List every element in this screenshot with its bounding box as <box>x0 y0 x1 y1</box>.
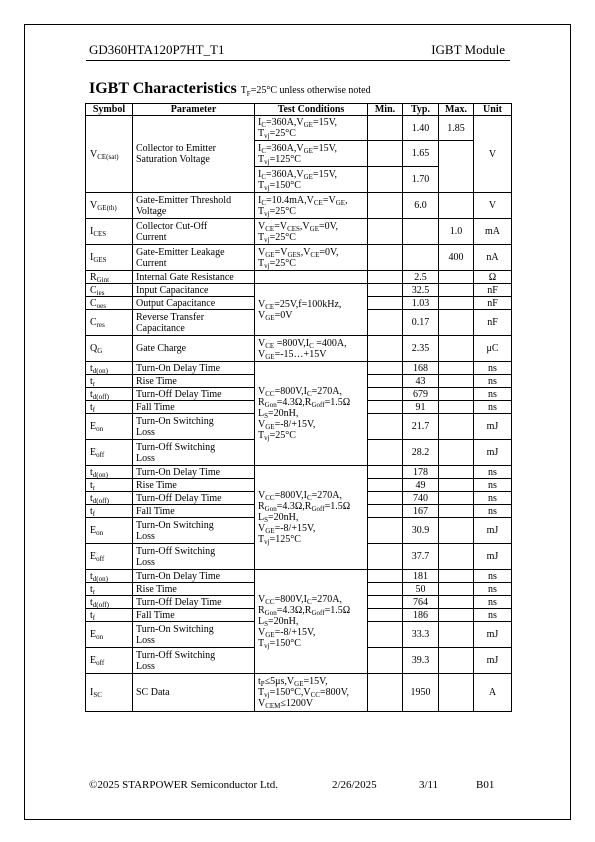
col-parameter: Parameter <box>133 104 255 116</box>
table-row <box>86 362 512 375</box>
unit-cell: mJ <box>474 622 512 648</box>
table-row <box>86 674 512 712</box>
max-cell <box>439 674 474 712</box>
test-condition-cell: $t_P\le 5\mu s,V_{GE}=15V$, $T_{vj}=150^\circ C,V_{CC}=800V$, $V_{CEM}\le 1200V$ <box>255 674 368 712</box>
max-cell <box>439 466 474 479</box>
test-condition-cell: $V_{CC}=800V,I_C=270A$, $R_{Gon}=4.3\Omega,R_{Goff}=1.5\Omega$ $L_S=20nH$, $V_{GE}=-8/+15V$, $T_{vj}=150^\circ C$ <box>255 570 368 674</box>
typ-cell: 49 <box>403 479 439 492</box>
typ-cell: 168 <box>403 362 439 375</box>
parameter-cell: Reverse Transfer Capacitance <box>133 310 255 336</box>
symbol-cell: $E_{off}$ <box>86 544 133 570</box>
unit-cell: ns <box>474 362 512 375</box>
test-condition-cell: $I_C=360A,V_{GE}=15V$, $T_{vj}=25^\circ C$ <box>255 116 368 141</box>
parameter-cell: Rise Time <box>133 583 255 596</box>
typ-cell: 0.17 <box>403 310 439 336</box>
footer-page: 3/11 <box>419 779 439 791</box>
unit-cell: V <box>474 116 512 193</box>
table-row <box>86 570 512 583</box>
min-cell <box>368 414 403 440</box>
col-unit: Unit <box>474 104 512 116</box>
min-cell <box>368 544 403 570</box>
min-cell <box>368 219 403 245</box>
min-cell <box>368 310 403 336</box>
typ-cell: 28.2 <box>403 440 439 466</box>
footer-revision: B01 <box>476 779 495 791</box>
min-cell <box>368 336 403 362</box>
col-test-conditions: Test Conditions <box>255 104 368 116</box>
min-cell <box>368 622 403 648</box>
typ-cell: 6.0 <box>403 193 439 219</box>
symbol-cell: $t_{d(on)}$ <box>86 570 133 583</box>
parameter-cell: Gate-Emitter Leakage Current <box>133 245 255 271</box>
max-cell <box>439 141 474 193</box>
symbol-cell: $I_{SC}$ <box>86 674 133 712</box>
min-cell <box>368 141 403 167</box>
typ-cell: 50 <box>403 583 439 596</box>
table-row <box>86 271 512 284</box>
typ-cell: 1950 <box>403 674 439 712</box>
parameter-cell: Rise Time <box>133 479 255 492</box>
unit-cell: ns <box>474 388 512 401</box>
test-condition-cell: $V_{CC}=800V,I_C=270A$, $R_{Gon}=4.3\Omega,R_{Goff}=1.5\Omega$ $L_S=20nH$, $V_{GE}=-8/+15V$, $T_{vj}=125^\circ C$ <box>255 466 368 570</box>
min-cell <box>368 570 403 583</box>
table-row <box>86 284 512 297</box>
min-cell <box>368 167 403 193</box>
min-cell <box>368 116 403 141</box>
col-max: Max. <box>439 104 474 116</box>
parameter-cell: Input Capacitance <box>133 284 255 297</box>
symbol-cell: $E_{on}$ <box>86 518 133 544</box>
max-cell <box>439 570 474 583</box>
typ-cell: 39.3 <box>403 648 439 674</box>
max-cell <box>439 388 474 401</box>
symbol-cell: $R_{Gint}$ <box>86 271 133 284</box>
unit-cell: μC <box>474 336 512 362</box>
unit-cell: V <box>474 193 512 219</box>
typ-cell: 37.7 <box>403 544 439 570</box>
max-cell <box>439 492 474 505</box>
parameter-cell: Turn-On Delay Time <box>133 362 255 375</box>
parameter-cell: Turn-Off Switching Loss <box>133 648 255 674</box>
parameter-cell: Fall Time <box>133 401 255 414</box>
header-rule <box>86 60 510 61</box>
typ-cell: 21.7 <box>403 414 439 440</box>
unit-cell: ns <box>474 570 512 583</box>
unit-cell: ns <box>474 583 512 596</box>
igbt-characteristics-table <box>85 103 512 712</box>
symbol-cell: $t_{d(on)}$ <box>86 466 133 479</box>
unit-cell: ns <box>474 375 512 388</box>
max-cell <box>439 505 474 518</box>
typ-cell: 178 <box>403 466 439 479</box>
symbol-cell: $E_{off}$ <box>86 648 133 674</box>
section-title <box>89 80 371 98</box>
unit-cell: nA <box>474 245 512 271</box>
symbol-cell: $t_r$ <box>86 583 133 596</box>
col-typ: Typ. <box>403 104 439 116</box>
parameter-cell: Turn-Off Switching Loss <box>133 544 255 570</box>
min-cell <box>368 245 403 271</box>
table-row <box>86 336 512 362</box>
min-cell <box>368 609 403 622</box>
footer-copyright: ©2025 STARPOWER Semiconductor Ltd. <box>89 779 278 791</box>
symbol-cell: $I_{CES}$ <box>86 219 133 245</box>
max-cell <box>439 336 474 362</box>
part-number: GD360HTA120P7HT_T1 <box>89 42 225 57</box>
test-condition-cell: $V_{CE} =800V,I_C =400A$, $V_{GE}=-15\dots+15V$ <box>255 336 368 362</box>
col-min: Min. <box>368 104 403 116</box>
typ-cell: 33.3 <box>403 622 439 648</box>
max-cell <box>439 609 474 622</box>
parameter-cell: Turn-On Delay Time <box>133 570 255 583</box>
typ-cell: 2.5 <box>403 271 439 284</box>
typ-cell: 91 <box>403 401 439 414</box>
min-cell <box>368 466 403 479</box>
min-cell <box>368 596 403 609</box>
min-cell <box>368 284 403 297</box>
typ-cell: 32.5 <box>403 284 439 297</box>
max-cell <box>439 193 474 219</box>
parameter-cell: Turn-On Delay Time <box>133 466 255 479</box>
parameter-cell: Turn-Off Delay Time <box>133 596 255 609</box>
parameter-cell: Fall Time <box>133 609 255 622</box>
parameter-cell: Gate Charge <box>133 336 255 362</box>
unit-cell: mJ <box>474 518 512 544</box>
symbol-cell: $t_r$ <box>86 479 133 492</box>
unit-cell: A <box>474 674 512 712</box>
footer-date: 2/26/2025 <box>332 779 377 791</box>
unit-cell: mA <box>474 219 512 245</box>
unit-cell: mJ <box>474 544 512 570</box>
typ-cell: 1.03 <box>403 297 439 310</box>
max-cell <box>439 310 474 336</box>
section-condition: $T_F=25^\circ C$ unless otherwise noted <box>240 85 371 98</box>
typ-cell: 2.35 <box>403 336 439 362</box>
min-cell <box>368 674 403 712</box>
typ-cell: 43 <box>403 375 439 388</box>
unit-cell: nF <box>474 310 512 336</box>
symbol-cell: $t_f$ <box>86 505 133 518</box>
symbol-cell: $t_{d(off)}$ <box>86 596 133 609</box>
symbol-cell: $Q_G$ <box>86 336 133 362</box>
document-type: IGBT Module <box>431 42 505 57</box>
max-cell <box>439 440 474 466</box>
section-title-text: IGBT Characteristics <box>89 80 237 97</box>
unit-cell: ns <box>474 505 512 518</box>
test-condition-cell: $I_C=360A,V_{GE}=15V$, $T_{vj}=125^\circ C$ <box>255 141 368 167</box>
unit-cell: ns <box>474 479 512 492</box>
min-cell <box>368 440 403 466</box>
symbol-cell: $E_{on}$ <box>86 622 133 648</box>
max-cell <box>439 401 474 414</box>
typ-cell: 679 <box>403 388 439 401</box>
max-cell: 400 <box>439 245 474 271</box>
symbol-cell: $E_{on}$ <box>86 414 133 440</box>
test-condition-cell: $V_{GE}=V_{GES},V_{CE}=0V$, $T_{vj}=25^\circ C$ <box>255 245 368 271</box>
parameter-cell: Output Capacitance <box>133 297 255 310</box>
max-cell: 1.0 <box>439 219 474 245</box>
unit-cell: ns <box>474 492 512 505</box>
symbol-cell: $V_{CE(sat)}$ <box>86 116 133 193</box>
parameter-cell: Collector to Emitter Saturation Voltage <box>133 116 255 193</box>
min-cell <box>368 388 403 401</box>
symbol-cell: $t_{d(on)}$ <box>86 362 133 375</box>
min-cell <box>368 362 403 375</box>
min-cell <box>368 583 403 596</box>
max-cell <box>439 479 474 492</box>
symbol-cell: $t_f$ <box>86 401 133 414</box>
typ-cell: 1.40 <box>403 116 439 141</box>
table-row <box>86 116 512 141</box>
parameter-cell: Internal Gate Resistance <box>133 271 255 284</box>
typ-cell: 740 <box>403 492 439 505</box>
max-cell <box>439 622 474 648</box>
parameter-cell: Turn-Off Delay Time <box>133 388 255 401</box>
max-cell <box>439 284 474 297</box>
symbol-cell: $V_{GE(th)}$ <box>86 193 133 219</box>
unit-cell: nF <box>474 284 512 297</box>
max-cell <box>439 583 474 596</box>
test-condition-cell: $I_C=10.4mA,V_{CE}=V_{GE}$, $T_{vj}=25^\circ C$ <box>255 193 368 219</box>
test-condition-cell: $I_C=360A,V_{GE}=15V$, $T_{vj}=150^\circ C$ <box>255 167 368 193</box>
min-cell <box>368 401 403 414</box>
min-cell <box>368 505 403 518</box>
typ-cell: 167 <box>403 505 439 518</box>
table-row <box>86 245 512 271</box>
symbol-cell: $C_{oes}$ <box>86 297 133 310</box>
unit-cell: mJ <box>474 648 512 674</box>
unit-cell: mJ <box>474 440 512 466</box>
unit-cell: ns <box>474 596 512 609</box>
unit-cell: nF <box>474 297 512 310</box>
symbol-cell: $E_{off}$ <box>86 440 133 466</box>
symbol-cell: $I_{GES}$ <box>86 245 133 271</box>
typ-cell <box>403 219 439 245</box>
parameter-cell: Turn-On Switching Loss <box>133 622 255 648</box>
table-header-row <box>86 104 512 116</box>
unit-cell: ns <box>474 401 512 414</box>
typ-cell: 181 <box>403 570 439 583</box>
table-row <box>86 219 512 245</box>
min-cell <box>368 518 403 544</box>
symbol-cell: $C_{ies}$ <box>86 284 133 297</box>
unit-cell: mJ <box>474 414 512 440</box>
unit-cell: ns <box>474 466 512 479</box>
test-condition-cell: $V_{CC}=800V,I_C=270A$, $R_{Gon}=4.3\Omega,R_{Goff}=1.5\Omega$ $L_S=20nH$, $V_{GE}=-8/+15V$, $T_{vj}=25^\circ C$ <box>255 362 368 466</box>
parameter-cell: Collector Cut-Off Current <box>133 219 255 245</box>
typ-cell: 30.9 <box>403 518 439 544</box>
min-cell <box>368 375 403 388</box>
symbol-cell: $t_f$ <box>86 609 133 622</box>
typ-cell: 1.70 <box>403 167 439 193</box>
symbol-cell: $t_{d(off)}$ <box>86 492 133 505</box>
parameter-cell: Gate-Emitter Threshold Voltage <box>133 193 255 219</box>
parameter-cell: Turn-On Switching Loss <box>133 414 255 440</box>
test-condition-cell: $V_{CE}=V_{CES},V_{GE}=0V$, $T_{vj}=25^\circ C$ <box>255 219 368 245</box>
parameter-cell: SC Data <box>133 674 255 712</box>
symbol-cell: $t_{d(off)}$ <box>86 388 133 401</box>
col-symbol: Symbol <box>86 104 133 116</box>
typ-cell: 764 <box>403 596 439 609</box>
typ-cell <box>403 245 439 271</box>
unit-cell: Ω <box>474 271 512 284</box>
typ-cell: 186 <box>403 609 439 622</box>
max-cell <box>439 648 474 674</box>
table-row <box>86 193 512 219</box>
parameter-cell: Turn-On Switching Loss <box>133 518 255 544</box>
max-cell <box>439 375 474 388</box>
parameter-cell: Turn-Off Delay Time <box>133 492 255 505</box>
max-cell <box>439 362 474 375</box>
test-condition-cell: $V_{CE}=25V,f=100kHz$, $V_{GE}=0V$ <box>255 284 368 336</box>
unit-cell: ns <box>474 609 512 622</box>
test-condition-cell <box>255 271 368 284</box>
symbol-cell: $t_r$ <box>86 375 133 388</box>
max-cell <box>439 596 474 609</box>
min-cell <box>368 648 403 674</box>
parameter-cell: Turn-Off Switching Loss <box>133 440 255 466</box>
max-cell <box>439 414 474 440</box>
max-cell <box>439 518 474 544</box>
max-cell: 1.85 <box>439 116 474 141</box>
max-cell <box>439 297 474 310</box>
max-cell <box>439 271 474 284</box>
max-cell <box>439 544 474 570</box>
parameter-cell: Fall Time <box>133 505 255 518</box>
min-cell <box>368 193 403 219</box>
parameter-cell: Rise Time <box>133 375 255 388</box>
min-cell <box>368 479 403 492</box>
min-cell <box>368 271 403 284</box>
symbol-cell: $C_{res}$ <box>86 310 133 336</box>
min-cell <box>368 492 403 505</box>
table-row <box>86 466 512 479</box>
typ-cell: 1.65 <box>403 141 439 167</box>
min-cell <box>368 297 403 310</box>
